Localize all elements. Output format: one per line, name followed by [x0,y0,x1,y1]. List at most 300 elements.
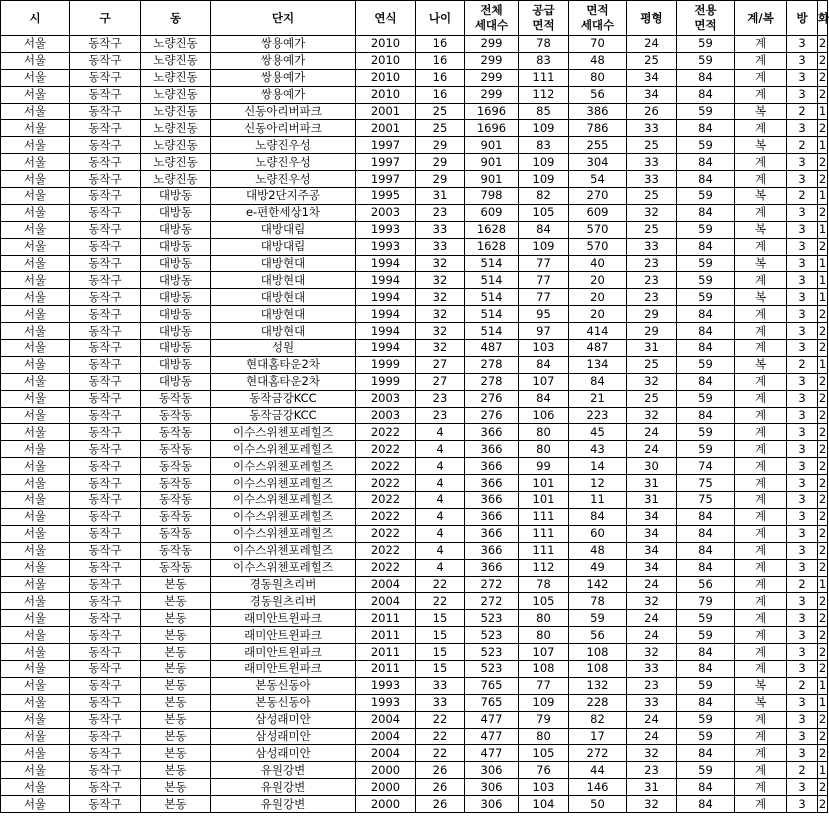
cell-year-built[interactable]: 2004 [356,576,416,593]
cell-si[interactable]: 서울 [1,289,70,306]
cell-area-households[interactable]: 786 [569,120,627,137]
cell-gu[interactable]: 동작구 [70,373,141,390]
cell-type[interactable]: 계 [735,407,787,424]
cell-supply-area[interactable]: 80 [519,728,569,745]
cell-supply-area[interactable]: 97 [519,323,569,340]
cell-pyeong[interactable]: 33 [627,120,677,137]
cell-exclusive-area[interactable]: 84 [677,745,735,762]
cell-dong[interactable]: 대방동 [141,289,211,306]
cell-exclusive-area[interactable]: 84 [677,323,735,340]
cell-type[interactable]: 계 [735,542,787,559]
cell-rooms[interactable]: 3 [787,306,818,323]
cell-total-households[interactable]: 278 [465,356,519,373]
cell-dong[interactable]: 대방동 [141,255,211,272]
cell-supply-area[interactable]: 83 [519,52,569,69]
cell-dong[interactable]: 본동 [141,711,211,728]
cell-danji[interactable]: 래미안트윈파크 [211,660,356,677]
cell-danji[interactable]: 쌍용예가 [211,86,356,103]
cell-pyeong[interactable]: 31 [627,492,677,509]
cell-rooms[interactable]: 2 [787,762,818,779]
cell-total-households[interactable]: 299 [465,69,519,86]
cell-rooms[interactable]: 2 [787,103,818,120]
cell-gu[interactable]: 동작구 [70,525,141,542]
cell-dong[interactable]: 대방동 [141,373,211,390]
cell-dong[interactable]: 본동 [141,576,211,593]
cell-gu[interactable]: 동작구 [70,137,141,154]
cell-gu[interactable]: 동작구 [70,86,141,103]
cell-rooms[interactable]: 2 [787,356,818,373]
cell-rooms[interactable]: 3 [787,559,818,576]
cell-danji[interactable]: 성원 [211,340,356,357]
cell-si[interactable]: 서울 [1,644,70,661]
cell-total-households[interactable]: 901 [465,171,519,188]
cell-gu[interactable]: 동작구 [70,559,141,576]
cell-gu[interactable]: 동작구 [70,69,141,86]
cell-age[interactable]: 27 [416,373,465,390]
cell-type[interactable]: 계 [735,458,787,475]
cell-total-households[interactable]: 1696 [465,120,519,137]
cell-type[interactable]: 계 [735,796,787,813]
cell-age[interactable]: 23 [416,407,465,424]
cell-rooms[interactable]: 3 [787,272,818,289]
cell-age[interactable]: 32 [416,340,465,357]
cell-gu[interactable]: 동작구 [70,610,141,627]
cell-total-households[interactable]: 366 [465,508,519,525]
cell-pyeong[interactable]: 25 [627,52,677,69]
cell-supply-area[interactable]: 109 [519,120,569,137]
cell-pyeong[interactable]: 24 [627,728,677,745]
cell-supply-area[interactable]: 111 [519,69,569,86]
cell-area-households[interactable]: 48 [569,542,627,559]
cell-area-households[interactable]: 386 [569,103,627,120]
cell-dong[interactable]: 동작동 [141,407,211,424]
cell-danji[interactable]: 이수스위첸포레힐즈 [211,525,356,542]
cell-bath[interactable]: 2 [818,475,827,490]
cell-area-households[interactable]: 255 [569,137,627,154]
cell-age[interactable]: 16 [416,36,465,53]
cell-total-households[interactable]: 514 [465,289,519,306]
cell-gu[interactable]: 동작구 [70,171,141,188]
cell-supply-area[interactable]: 83 [519,137,569,154]
cell-age[interactable]: 23 [416,390,465,407]
cell-pyeong[interactable]: 30 [627,458,677,475]
cell-gu[interactable]: 동작구 [70,728,141,745]
cell-dong[interactable]: 노량진동 [141,120,211,137]
cell-type[interactable]: 계 [735,272,787,289]
cell-total-households[interactable]: 366 [465,492,519,509]
cell-dong[interactable]: 노량진동 [141,52,211,69]
cell-pyeong[interactable]: 25 [627,356,677,373]
cell-supply-area[interactable]: 95 [519,306,569,323]
cell-pyeong[interactable]: 32 [627,593,677,610]
cell-pyeong[interactable]: 25 [627,137,677,154]
cell-pyeong[interactable]: 34 [627,69,677,86]
cell-age[interactable]: 22 [416,576,465,593]
cell-type[interactable]: 계 [735,644,787,661]
cell-type[interactable]: 계 [735,373,787,390]
cell-si[interactable]: 서울 [1,69,70,86]
cell-exclusive-area[interactable]: 84 [677,644,735,661]
cell-bath[interactable]: 2 [818,543,827,558]
cell-year-built[interactable]: 2011 [356,644,416,661]
cell-age[interactable]: 26 [416,779,465,796]
cell-area-households[interactable]: 487 [569,340,627,357]
cell-exclusive-area[interactable]: 84 [677,86,735,103]
cell-bath[interactable]: 1 [818,695,827,710]
cell-bath[interactable]: 1 [818,762,827,777]
cell-rooms[interactable]: 3 [787,644,818,661]
cell-exclusive-area[interactable]: 59 [677,441,735,458]
cell-supply-area[interactable]: 101 [519,492,569,509]
cell-total-households[interactable]: 276 [465,407,519,424]
cell-area-households[interactable]: 56 [569,627,627,644]
cell-area-households[interactable]: 40 [569,255,627,272]
cell-dong[interactable]: 대방동 [141,221,211,238]
cell-supply-area[interactable]: 111 [519,525,569,542]
cell-gu[interactable]: 동작구 [70,154,141,171]
cell-pyeong[interactable]: 24 [627,36,677,53]
cell-type[interactable]: 계 [735,492,787,509]
cell-bath[interactable]: 2 [818,70,827,85]
cell-rooms[interactable]: 3 [787,660,818,677]
cell-type[interactable]: 계 [735,120,787,137]
cell-bath[interactable]: 2 [818,492,827,507]
cell-gu[interactable]: 동작구 [70,188,141,205]
cell-total-households[interactable]: 272 [465,593,519,610]
cell-bath[interactable]: 2 [818,661,827,676]
cell-dong[interactable]: 대방동 [141,306,211,323]
cell-supply-area[interactable]: 107 [519,644,569,661]
cell-danji[interactable]: 신동아리버파크 [211,120,356,137]
cell-exclusive-area[interactable]: 59 [677,137,735,154]
cell-gu[interactable]: 동작구 [70,508,141,525]
cell-exclusive-area[interactable]: 59 [677,272,735,289]
cell-danji[interactable]: 대방현대 [211,323,356,340]
cell-year-built[interactable]: 2004 [356,711,416,728]
cell-dong[interactable]: 동작동 [141,424,211,441]
cell-danji[interactable]: 현대홈타운2차 [211,356,356,373]
cell-type[interactable]: 계 [735,390,787,407]
cell-area-households[interactable]: 80 [569,69,627,86]
cell-area-households[interactable]: 134 [569,356,627,373]
cell-type[interactable]: 계 [735,340,787,357]
cell-dong[interactable]: 동작동 [141,441,211,458]
cell-bath[interactable]: 2 [818,745,827,760]
cell-dong[interactable]: 대방동 [141,340,211,357]
cell-exclusive-area[interactable]: 84 [677,204,735,221]
cell-rooms[interactable]: 3 [787,255,818,272]
cell-gu[interactable]: 동작구 [70,221,141,238]
cell-age[interactable]: 33 [416,238,465,255]
cell-si[interactable]: 서울 [1,255,70,272]
cell-exclusive-area[interactable]: 84 [677,373,735,390]
cell-area-households[interactable]: 142 [569,576,627,593]
cell-year-built[interactable]: 2004 [356,728,416,745]
cell-total-households[interactable]: 306 [465,779,519,796]
cell-area-households[interactable]: 59 [569,610,627,627]
cell-exclusive-area[interactable]: 84 [677,69,735,86]
cell-gu[interactable]: 동작구 [70,238,141,255]
cell-pyeong[interactable]: 34 [627,86,677,103]
cell-age[interactable]: 25 [416,120,465,137]
cell-gu[interactable]: 동작구 [70,762,141,779]
cell-danji[interactable]: 대방현대 [211,306,356,323]
cell-rooms[interactable]: 2 [787,576,818,593]
cell-danji[interactable]: 동작금강KCC [211,390,356,407]
cell-danji[interactable]: 이수스위첸포레힐즈 [211,492,356,509]
cell-exclusive-area[interactable]: 59 [677,188,735,205]
cell-dong[interactable]: 노량진동 [141,86,211,103]
header-year-built[interactable] [356,1,416,36]
cell-gu[interactable]: 동작구 [70,660,141,677]
cell-dong[interactable]: 대방동 [141,204,211,221]
cell-si[interactable]: 서울 [1,323,70,340]
cell-bath[interactable]: 1 [818,272,827,287]
cell-si[interactable]: 서울 [1,475,70,492]
cell-si[interactable]: 서울 [1,559,70,576]
cell-exclusive-area[interactable]: 84 [677,171,735,188]
cell-area-households[interactable]: 48 [569,52,627,69]
cell-type[interactable]: 계 [735,508,787,525]
header-exclusive-area[interactable] [677,1,735,36]
cell-area-households[interactable]: 228 [569,694,627,711]
cell-bath[interactable]: 1 [818,188,827,203]
header-supply-area[interactable] [519,1,569,36]
cell-area-households[interactable]: 132 [569,677,627,694]
cell-age[interactable]: 22 [416,728,465,745]
cell-danji[interactable]: 쌍용예가 [211,52,356,69]
cell-total-households[interactable]: 278 [465,373,519,390]
cell-si[interactable]: 서울 [1,340,70,357]
cell-year-built[interactable]: 1999 [356,373,416,390]
cell-si[interactable]: 서울 [1,627,70,644]
cell-exclusive-area[interactable]: 59 [677,762,735,779]
cell-supply-area[interactable]: 77 [519,272,569,289]
cell-rooms[interactable]: 3 [787,492,818,509]
cell-area-households[interactable]: 223 [569,407,627,424]
cell-si[interactable]: 서울 [1,796,70,813]
cell-bath[interactable]: 2 [818,728,827,743]
cell-type[interactable]: 계 [735,627,787,644]
cell-gu[interactable]: 동작구 [70,542,141,559]
cell-gu[interactable]: 동작구 [70,36,141,53]
cell-year-built[interactable]: 2011 [356,660,416,677]
cell-danji[interactable]: 대방현대 [211,289,356,306]
cell-dong[interactable]: 본동 [141,593,211,610]
cell-total-households[interactable]: 514 [465,306,519,323]
cell-pyeong[interactable]: 34 [627,525,677,542]
cell-si[interactable]: 서울 [1,86,70,103]
cell-type[interactable]: 복 [735,356,787,373]
cell-bath[interactable]: 2 [818,391,827,406]
cell-bath[interactable]: 2 [818,120,827,135]
cell-rooms[interactable]: 3 [787,745,818,762]
cell-supply-area[interactable]: 77 [519,255,569,272]
cell-year-built[interactable]: 2003 [356,204,416,221]
cell-danji[interactable]: 본동신동아 [211,694,356,711]
cell-rooms[interactable]: 3 [787,120,818,137]
cell-area-households[interactable]: 50 [569,796,627,813]
cell-area-households[interactable]: 17 [569,728,627,745]
cell-type[interactable]: 계 [735,154,787,171]
header-age[interactable] [416,1,465,36]
cell-bath[interactable]: 2 [818,560,827,575]
cell-si[interactable]: 서울 [1,779,70,796]
cell-age[interactable]: 4 [416,492,465,509]
cell-bath[interactable]: 1 [818,678,827,693]
cell-age[interactable]: 4 [416,475,465,492]
cell-dong[interactable]: 대방동 [141,356,211,373]
cell-exclusive-area[interactable]: 84 [677,120,735,137]
cell-rooms[interactable]: 3 [787,204,818,221]
cell-dong[interactable]: 대방동 [141,238,211,255]
cell-type[interactable]: 복 [735,694,787,711]
cell-total-households[interactable]: 276 [465,390,519,407]
cell-gu[interactable]: 동작구 [70,424,141,441]
cell-year-built[interactable]: 1994 [356,255,416,272]
cell-pyeong[interactable]: 34 [627,559,677,576]
cell-dong[interactable]: 본동 [141,660,211,677]
cell-supply-area[interactable]: 111 [519,542,569,559]
cell-supply-area[interactable]: 105 [519,745,569,762]
cell-area-households[interactable]: 20 [569,289,627,306]
cell-total-households[interactable]: 798 [465,188,519,205]
cell-dong[interactable]: 노량진동 [141,103,211,120]
cell-danji[interactable]: 이수스위첸포레힐즈 [211,508,356,525]
cell-bath[interactable]: 2 [818,458,827,473]
cell-danji[interactable]: 이수스위첸포레힐즈 [211,458,356,475]
cell-year-built[interactable]: 2022 [356,508,416,525]
cell-year-built[interactable]: 1994 [356,289,416,306]
cell-gu[interactable]: 동작구 [70,677,141,694]
cell-age[interactable]: 32 [416,306,465,323]
cell-type[interactable]: 복 [735,188,787,205]
cell-type[interactable]: 복 [735,677,787,694]
cell-age[interactable]: 4 [416,441,465,458]
cell-dong[interactable]: 대방동 [141,272,211,289]
cell-supply-area[interactable]: 101 [519,475,569,492]
cell-si[interactable]: 서울 [1,525,70,542]
cell-si[interactable]: 서울 [1,188,70,205]
cell-age[interactable]: 33 [416,221,465,238]
cell-gu[interactable]: 동작구 [70,475,141,492]
cell-age[interactable]: 22 [416,593,465,610]
cell-supply-area[interactable]: 109 [519,154,569,171]
cell-si[interactable]: 서울 [1,171,70,188]
cell-exclusive-area[interactable]: 84 [677,694,735,711]
cell-area-households[interactable]: 56 [569,86,627,103]
cell-total-households[interactable]: 901 [465,154,519,171]
cell-year-built[interactable]: 2000 [356,762,416,779]
cell-pyeong[interactable]: 26 [627,103,677,120]
cell-rooms[interactable]: 3 [787,52,818,69]
cell-total-households[interactable]: 477 [465,711,519,728]
cell-bath[interactable]: 2 [818,509,827,524]
cell-exclusive-area[interactable]: 59 [677,728,735,745]
cell-year-built[interactable]: 2010 [356,36,416,53]
cell-age[interactable]: 4 [416,508,465,525]
cell-exclusive-area[interactable]: 75 [677,475,735,492]
cell-danji[interactable]: 이수스위첸포레힐즈 [211,559,356,576]
cell-gu[interactable]: 동작구 [70,745,141,762]
cell-supply-area[interactable]: 80 [519,610,569,627]
cell-area-households[interactable]: 108 [569,660,627,677]
cell-rooms[interactable]: 3 [787,542,818,559]
cell-year-built[interactable]: 2000 [356,779,416,796]
cell-rooms[interactable]: 3 [787,610,818,627]
cell-total-households[interactable]: 523 [465,644,519,661]
cell-gu[interactable]: 동작구 [70,407,141,424]
cell-year-built[interactable]: 2004 [356,745,416,762]
cell-age[interactable]: 29 [416,171,465,188]
cell-gu[interactable]: 동작구 [70,204,141,221]
cell-total-households[interactable]: 306 [465,796,519,813]
header-gu[interactable] [70,1,141,36]
cell-age[interactable]: 15 [416,627,465,644]
cell-year-built[interactable]: 1993 [356,694,416,711]
cell-area-households[interactable]: 146 [569,779,627,796]
cell-area-households[interactable]: 49 [569,559,627,576]
cell-gu[interactable]: 동작구 [70,289,141,306]
cell-supply-area[interactable]: 108 [519,660,569,677]
cell-si[interactable]: 서울 [1,373,70,390]
cell-rooms[interactable]: 3 [787,289,818,306]
cell-total-households[interactable]: 765 [465,694,519,711]
cell-total-households[interactable]: 272 [465,576,519,593]
cell-si[interactable]: 서울 [1,120,70,137]
cell-type[interactable]: 계 [735,204,787,221]
cell-rooms[interactable]: 3 [787,441,818,458]
cell-bath[interactable]: 2 [818,796,827,811]
cell-pyeong[interactable]: 24 [627,576,677,593]
cell-danji[interactable]: 삼성래미안 [211,745,356,762]
cell-total-households[interactable]: 366 [465,559,519,576]
cell-rooms[interactable]: 3 [787,711,818,728]
cell-type[interactable]: 계 [735,525,787,542]
cell-rooms[interactable]: 2 [787,137,818,154]
cell-total-households[interactable]: 299 [465,36,519,53]
cell-year-built[interactable]: 2022 [356,542,416,559]
cell-age[interactable]: 23 [416,204,465,221]
cell-pyeong[interactable]: 31 [627,475,677,492]
cell-area-households[interactable]: 70 [569,36,627,53]
cell-year-built[interactable]: 1994 [356,323,416,340]
cell-bath[interactable]: 1 [818,357,827,372]
cell-supply-area[interactable]: 104 [519,796,569,813]
cell-exclusive-area[interactable]: 84 [677,407,735,424]
cell-exclusive-area[interactable]: 79 [677,593,735,610]
cell-total-households[interactable]: 1696 [465,103,519,120]
cell-bath[interactable]: 2 [818,441,827,456]
cell-area-households[interactable]: 84 [569,373,627,390]
cell-exclusive-area[interactable]: 84 [677,542,735,559]
cell-rooms[interactable]: 2 [787,188,818,205]
cell-dong[interactable]: 노량진동 [141,171,211,188]
cell-area-households[interactable]: 108 [569,644,627,661]
cell-bath[interactable]: 2 [818,87,827,102]
cell-type[interactable]: 계 [735,610,787,627]
cell-gu[interactable]: 동작구 [70,103,141,120]
cell-rooms[interactable]: 3 [787,323,818,340]
cell-dong[interactable]: 동작동 [141,525,211,542]
cell-pyeong[interactable]: 23 [627,289,677,306]
cell-bath[interactable]: 2 [818,627,827,642]
cell-si[interactable]: 서울 [1,137,70,154]
cell-pyeong[interactable]: 33 [627,694,677,711]
cell-danji[interactable]: 유원강변 [211,779,356,796]
header-bath[interactable] [818,1,828,36]
cell-age[interactable]: 15 [416,660,465,677]
